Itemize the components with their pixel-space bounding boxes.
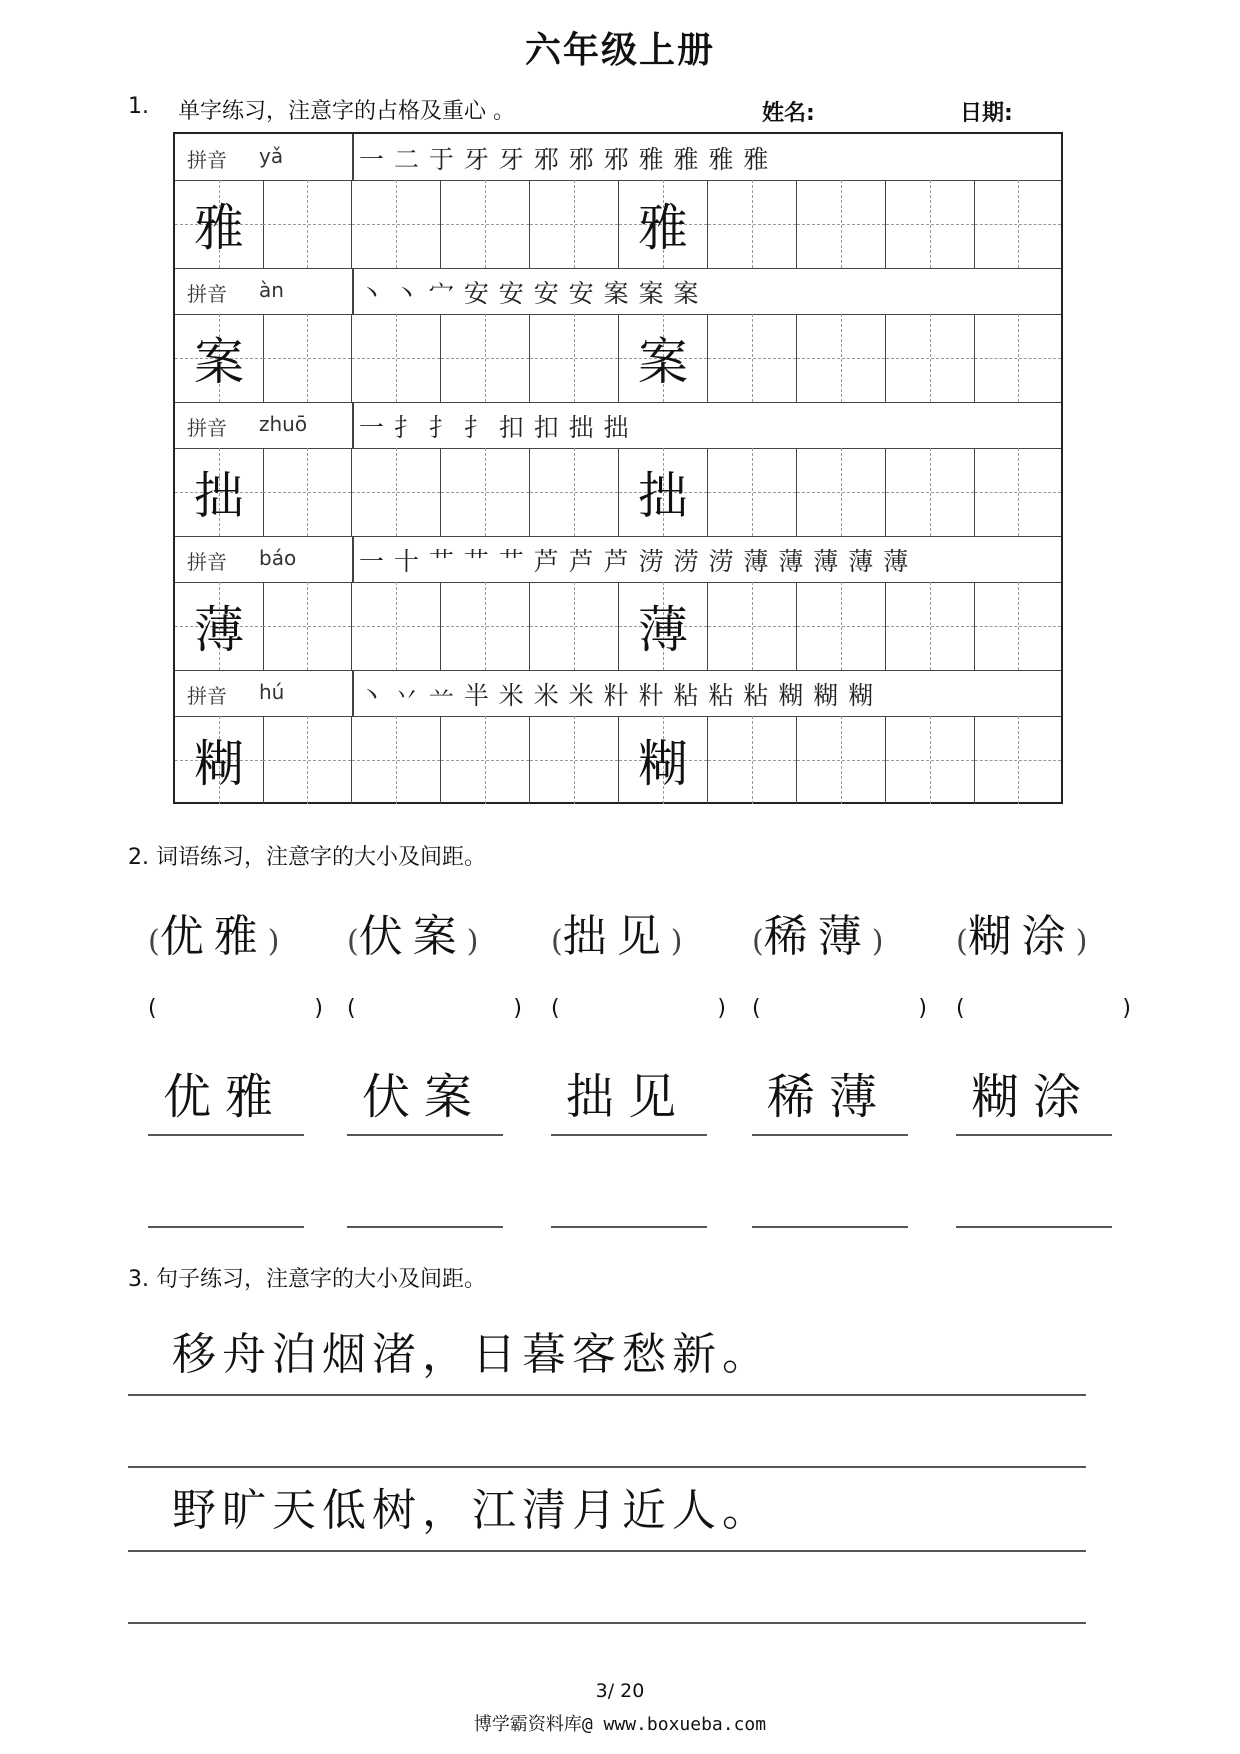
writing-cell[interactable] [352, 582, 441, 670]
writing-cell[interactable] [975, 314, 1061, 402]
writing-cell[interactable] [886, 180, 975, 268]
writing-cell[interactable] [886, 582, 975, 670]
word-writing-line[interactable] [551, 1226, 707, 1228]
writing-cell[interactable] [975, 448, 1061, 536]
writing-cell[interactable] [886, 716, 975, 804]
model-character: 案 [638, 333, 688, 391]
pinyin-label: 拼音 [187, 550, 227, 574]
word-with-parens: (稀薄) [752, 911, 884, 962]
writing-cell[interactable] [352, 314, 441, 402]
word-trace: 优雅 [163, 1069, 288, 1125]
page-title: 六年级上册 [524, 30, 715, 71]
pinyin-value: zhuō [259, 412, 308, 436]
writing-cell[interactable] [708, 180, 797, 268]
writing-cell[interactable] [263, 314, 352, 402]
pinyin-row [175, 536, 1061, 583]
writing-cell[interactable] [263, 716, 352, 804]
model-character: 薄 [194, 601, 244, 659]
writing-cell[interactable] [441, 180, 530, 268]
section2-heading: 2. 词语练习，注意字的大小及间距。 [128, 845, 486, 870]
word-underline [752, 1134, 908, 1136]
pinyin-value: báo [259, 546, 297, 570]
word-trace: 稀薄 [767, 1069, 892, 1125]
writing-cell[interactable] [975, 582, 1061, 670]
writing-cell[interactable] [708, 448, 797, 536]
writing-cell[interactable] [708, 582, 797, 670]
model-character: 糊 [194, 735, 244, 793]
stroke-order: 一 扌 扌 扌 扣 扣 拙 拙 [359, 413, 630, 442]
writing-cell[interactable] [797, 716, 886, 804]
word-writing-line[interactable] [347, 1226, 503, 1228]
word-with-parens: (优雅) [148, 911, 280, 962]
word-trace: 伏案 [362, 1069, 487, 1125]
writing-cell[interactable] [530, 180, 619, 268]
word-with-parens: (拙见) [551, 911, 683, 962]
divider [352, 402, 354, 448]
writing-cell[interactable] [530, 448, 619, 536]
model-character-cell [175, 448, 264, 536]
sentence-underline [128, 1550, 1086, 1552]
pinyin-label: 拼音 [187, 416, 227, 440]
writing-cell[interactable] [530, 314, 619, 402]
pinyin-value: àn [259, 278, 284, 302]
model-character-cell [619, 448, 708, 536]
model-character: 拙 [638, 467, 688, 525]
divider [352, 268, 354, 314]
section1-heading: 单字练习，注意字的占格及重心 。 [178, 99, 515, 124]
practice-row [175, 134, 1061, 268]
footer-watermark: 博学霸资料库@ www.boxueba.com [473, 1714, 767, 1735]
writing-cell[interactable] [886, 314, 975, 402]
pinyin-label: 拼音 [187, 282, 227, 306]
stroke-order: 丶 丶 宀 安 安 安 安 案 案 案 [359, 279, 700, 308]
model-character-cell [175, 582, 264, 670]
word-writing-line[interactable] [956, 1226, 1112, 1228]
word-model: 伏案 [358, 911, 467, 962]
writing-cell[interactable] [352, 180, 441, 268]
word-underline [347, 1134, 503, 1136]
sentence-writing-line[interactable] [128, 1466, 1086, 1468]
word-trace: 拙见 [566, 1069, 691, 1125]
sentence-writing-line[interactable] [128, 1622, 1086, 1624]
word-underline [956, 1134, 1112, 1136]
writing-cell[interactable] [530, 716, 619, 804]
writing-cell[interactable] [530, 582, 619, 670]
page-number: 3/ 20 [595, 1680, 645, 1702]
model-character-cell [619, 716, 708, 804]
word-with-parens: (伏案) [347, 911, 479, 962]
divider [352, 670, 354, 716]
sentence-model: 野旷天低树，江清月近人。 [172, 1485, 772, 1536]
practice-row [175, 670, 1061, 804]
word-trace: 糊涂 [971, 1069, 1096, 1125]
word-with-parens: (糊涂) [956, 911, 1088, 962]
model-character: 拙 [194, 467, 244, 525]
writing-cell[interactable] [886, 448, 975, 536]
date-label: 日期: [960, 101, 1013, 126]
pinyin-label: 拼音 [187, 684, 227, 708]
writing-cell[interactable] [352, 716, 441, 804]
model-character-cell [175, 180, 264, 268]
section3-heading: 3. 句子练习，注意字的大小及间距。 [128, 1267, 486, 1292]
model-character-cell [619, 582, 708, 670]
name-label: 姓名: [762, 101, 815, 126]
model-character-cell [175, 716, 264, 804]
writing-cell[interactable] [975, 180, 1061, 268]
writing-cell[interactable] [797, 314, 886, 402]
word-underline [551, 1134, 707, 1136]
writing-cell[interactable] [797, 180, 886, 268]
model-character: 案 [194, 333, 244, 391]
practice-row [175, 268, 1061, 402]
sentence-model: 移舟泊烟渚，日暮客愁新。 [172, 1329, 772, 1380]
word-writing-line[interactable] [148, 1226, 304, 1228]
model-character-cell [619, 314, 708, 402]
writing-cell[interactable] [263, 180, 352, 268]
model-character-cell [619, 180, 708, 268]
writing-cell[interactable] [352, 448, 441, 536]
word-model: 糊涂 [967, 911, 1076, 962]
model-character: 雅 [638, 199, 688, 257]
writing-cell[interactable] [708, 314, 797, 402]
model-character: 雅 [194, 199, 244, 257]
writing-cell[interactable] [263, 448, 352, 536]
writing-cell[interactable] [441, 314, 530, 402]
writing-cell[interactable] [441, 448, 530, 536]
pinyin-value: hú [259, 680, 285, 704]
character-practice-grid [173, 132, 1063, 804]
pinyin-value: yǎ [259, 144, 284, 168]
divider [352, 536, 354, 582]
pinyin-row [175, 268, 1061, 315]
stroke-order: 一 十 艹 艹 艹 芦 芦 芦 涝 涝 涝 薄 薄 薄 薄 薄 [359, 547, 910, 576]
divider [352, 134, 354, 180]
model-character: 糊 [638, 735, 688, 793]
word-writing-line[interactable] [752, 1226, 908, 1228]
pinyin-row [175, 134, 1061, 181]
model-character: 薄 [638, 601, 688, 659]
writing-cell[interactable] [441, 716, 530, 804]
word-model: 稀薄 [763, 911, 872, 962]
word-underline [148, 1134, 304, 1136]
practice-row [175, 536, 1061, 670]
stroke-order: 一 二 于 牙 牙 邪 邪 邪 雅 雅 雅 雅 [359, 145, 770, 174]
writing-cell[interactable] [441, 582, 530, 670]
stroke-order: 丶 丷 䒑 半 米 米 米 籵 籵 粘 粘 粘 糊 糊 糊 [359, 681, 875, 710]
writing-cell[interactable] [263, 582, 352, 670]
pinyin-row [175, 402, 1061, 449]
section1-number: 1. [128, 94, 149, 119]
pinyin-row [175, 670, 1061, 717]
writing-cell[interactable] [708, 716, 797, 804]
writing-cell[interactable] [797, 582, 886, 670]
word-model: 优雅 [159, 911, 268, 962]
word-model: 拙见 [562, 911, 671, 962]
sentence-underline [128, 1394, 1086, 1396]
writing-cell[interactable] [797, 448, 886, 536]
pinyin-label: 拼音 [187, 148, 227, 172]
writing-cell[interactable] [975, 716, 1061, 804]
model-character-cell [175, 314, 264, 402]
practice-row [175, 402, 1061, 536]
